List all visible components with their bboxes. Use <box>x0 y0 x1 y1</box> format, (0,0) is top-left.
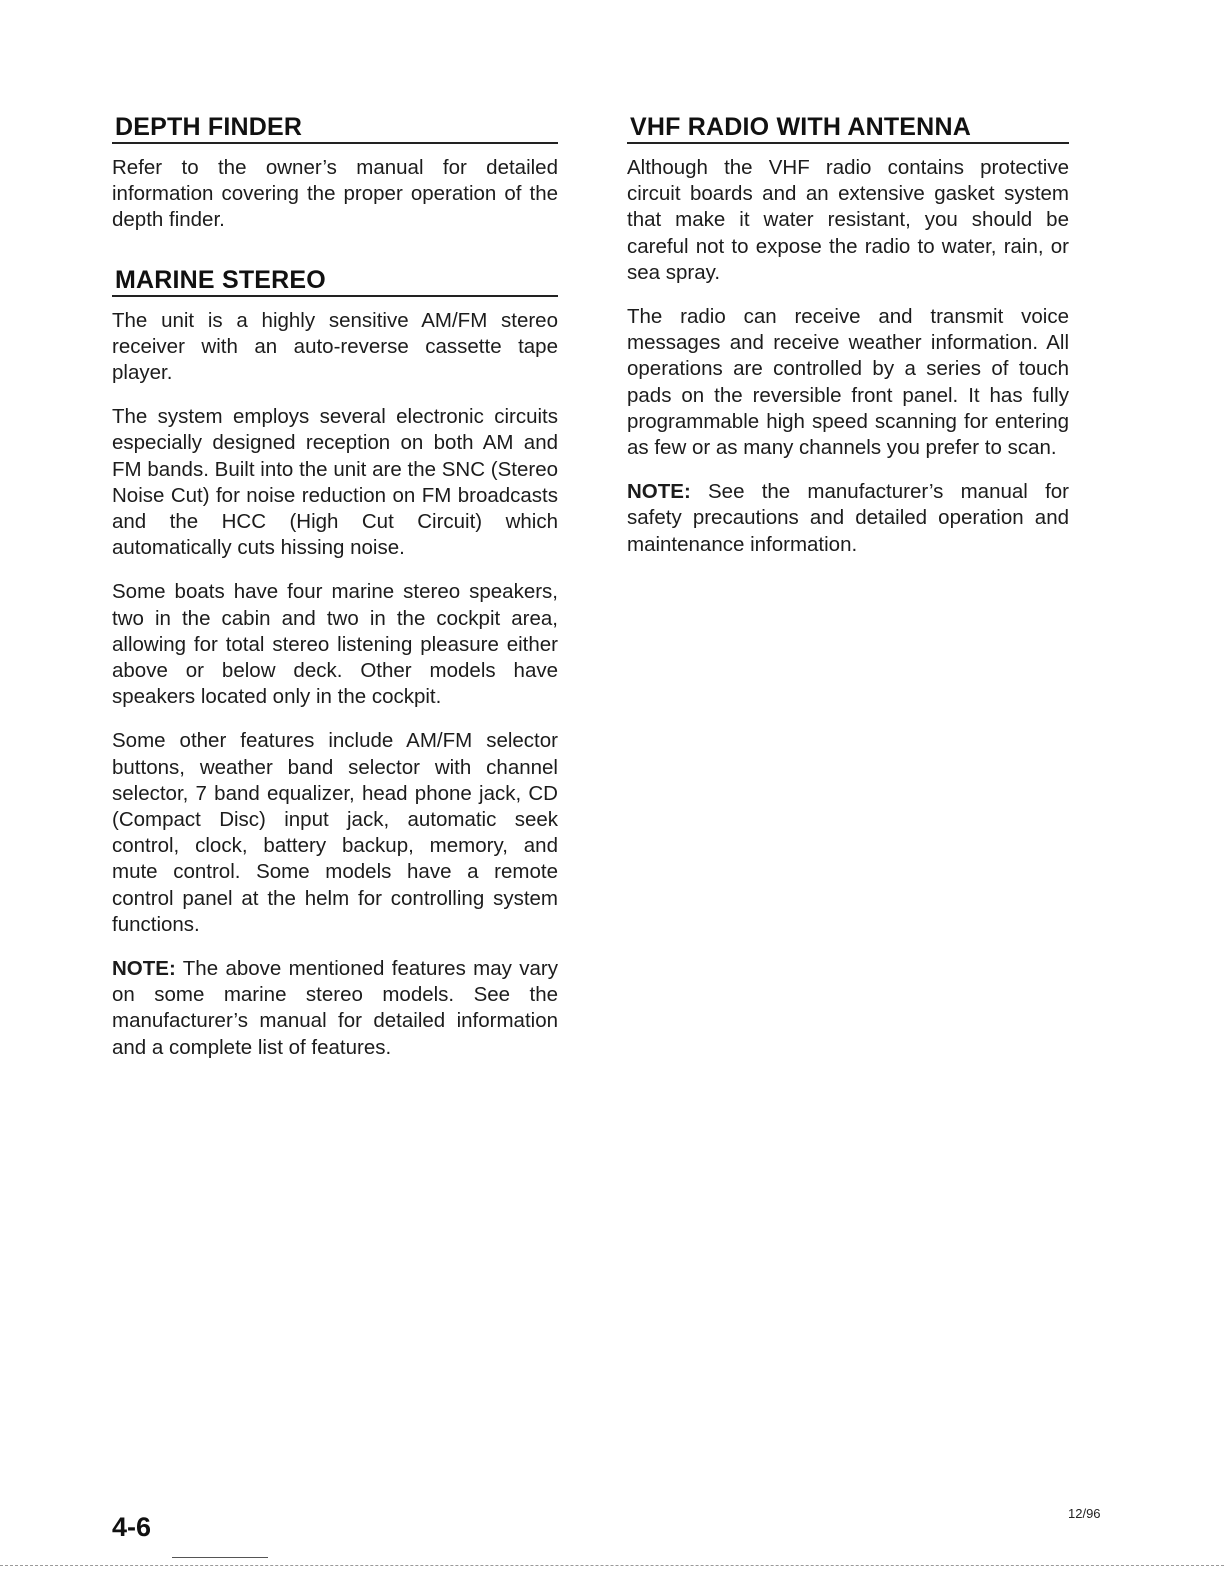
marine-stereo-paragraph-4: Some other features include AM/FM selector buttons, weather band selector with channel selector, 7 band equalizer, head phone jack, CD (Compact Disc) input jack, automatic seek control, clock, battery backup, memory, and mute control. Some models have a remote control panel at the helm for controlling system functions. <box>112 729 558 936</box>
left-column <box>112 110 558 1090</box>
vhf-radio-paragraph-1: Although the VHF radio contains protective circuit boards and an extensive gasket system that make it water resistant, you should be careful not to expose the radio to water, rain, or sea spray. <box>627 156 1069 284</box>
vhf-radio-heading: VHF RADIO WITH ANTENNA <box>627 110 1069 144</box>
note-label: NOTE: <box>112 957 176 981</box>
depth-finder-heading: DEPTH FINDER <box>112 110 558 144</box>
marine-stereo-paragraph-1: The unit is a highly sensitive AM/FM stereo receiver with an auto-reverse cassette tape player. <box>112 308 558 385</box>
vhf-radio-section <box>627 110 1069 558</box>
note-text: The above mentioned features may vary on some marine stereo models. See the manufacturer’s manual for detailed information and a complete list of features. <box>112 957 558 1059</box>
revision-date: 12/96 <box>1068 1506 1101 1521</box>
marine-stereo-section <box>112 263 558 1061</box>
vhf-radio-note <box>627 479 1069 558</box>
depth-finder-section <box>112 110 558 234</box>
footer-underline <box>172 1557 268 1558</box>
marine-stereo-paragraph-3: Some boats have four marine stereo speakers, two in the cabin and two in the cockpit area, allowing for total stereo listening pleasure either above or below deck. Other models have speakers located only in the cockpit. <box>112 580 558 709</box>
note-label: NOTE: <box>627 480 691 504</box>
marine-stereo-note <box>112 956 558 1061</box>
page-number: 4-6 <box>112 1512 152 1542</box>
depth-finder-paragraph: Refer to the owner’s manual for detailed information covering the proper operation of the depth finder. <box>112 156 558 232</box>
note-text: See the manufacturer’s manual for safety precautions and detailed operation and maintenance information. <box>627 480 1069 556</box>
marine-stereo-paragraph-2: The system employs several electronic circuits especially designed reception on both AM and FM bands. Built into the unit are the SNC (Stereo Noise Cut) for noise reduction on FM broadcasts and the HCC (High Cut Circuit) which automatically cuts hissing noise. <box>112 405 558 560</box>
page-bottom-rule <box>0 1565 1224 1566</box>
marine-stereo-heading: MARINE STEREO <box>112 263 558 297</box>
vhf-radio-paragraph-2: The radio can receive and transmit voice messages and receive weather information. All operations are controlled by a series of touch pads on the reversible front panel. It has fully programmable high speed scanning for entering as few or as many channels you prefer to scan. <box>627 305 1069 460</box>
right-column <box>627 110 1069 587</box>
